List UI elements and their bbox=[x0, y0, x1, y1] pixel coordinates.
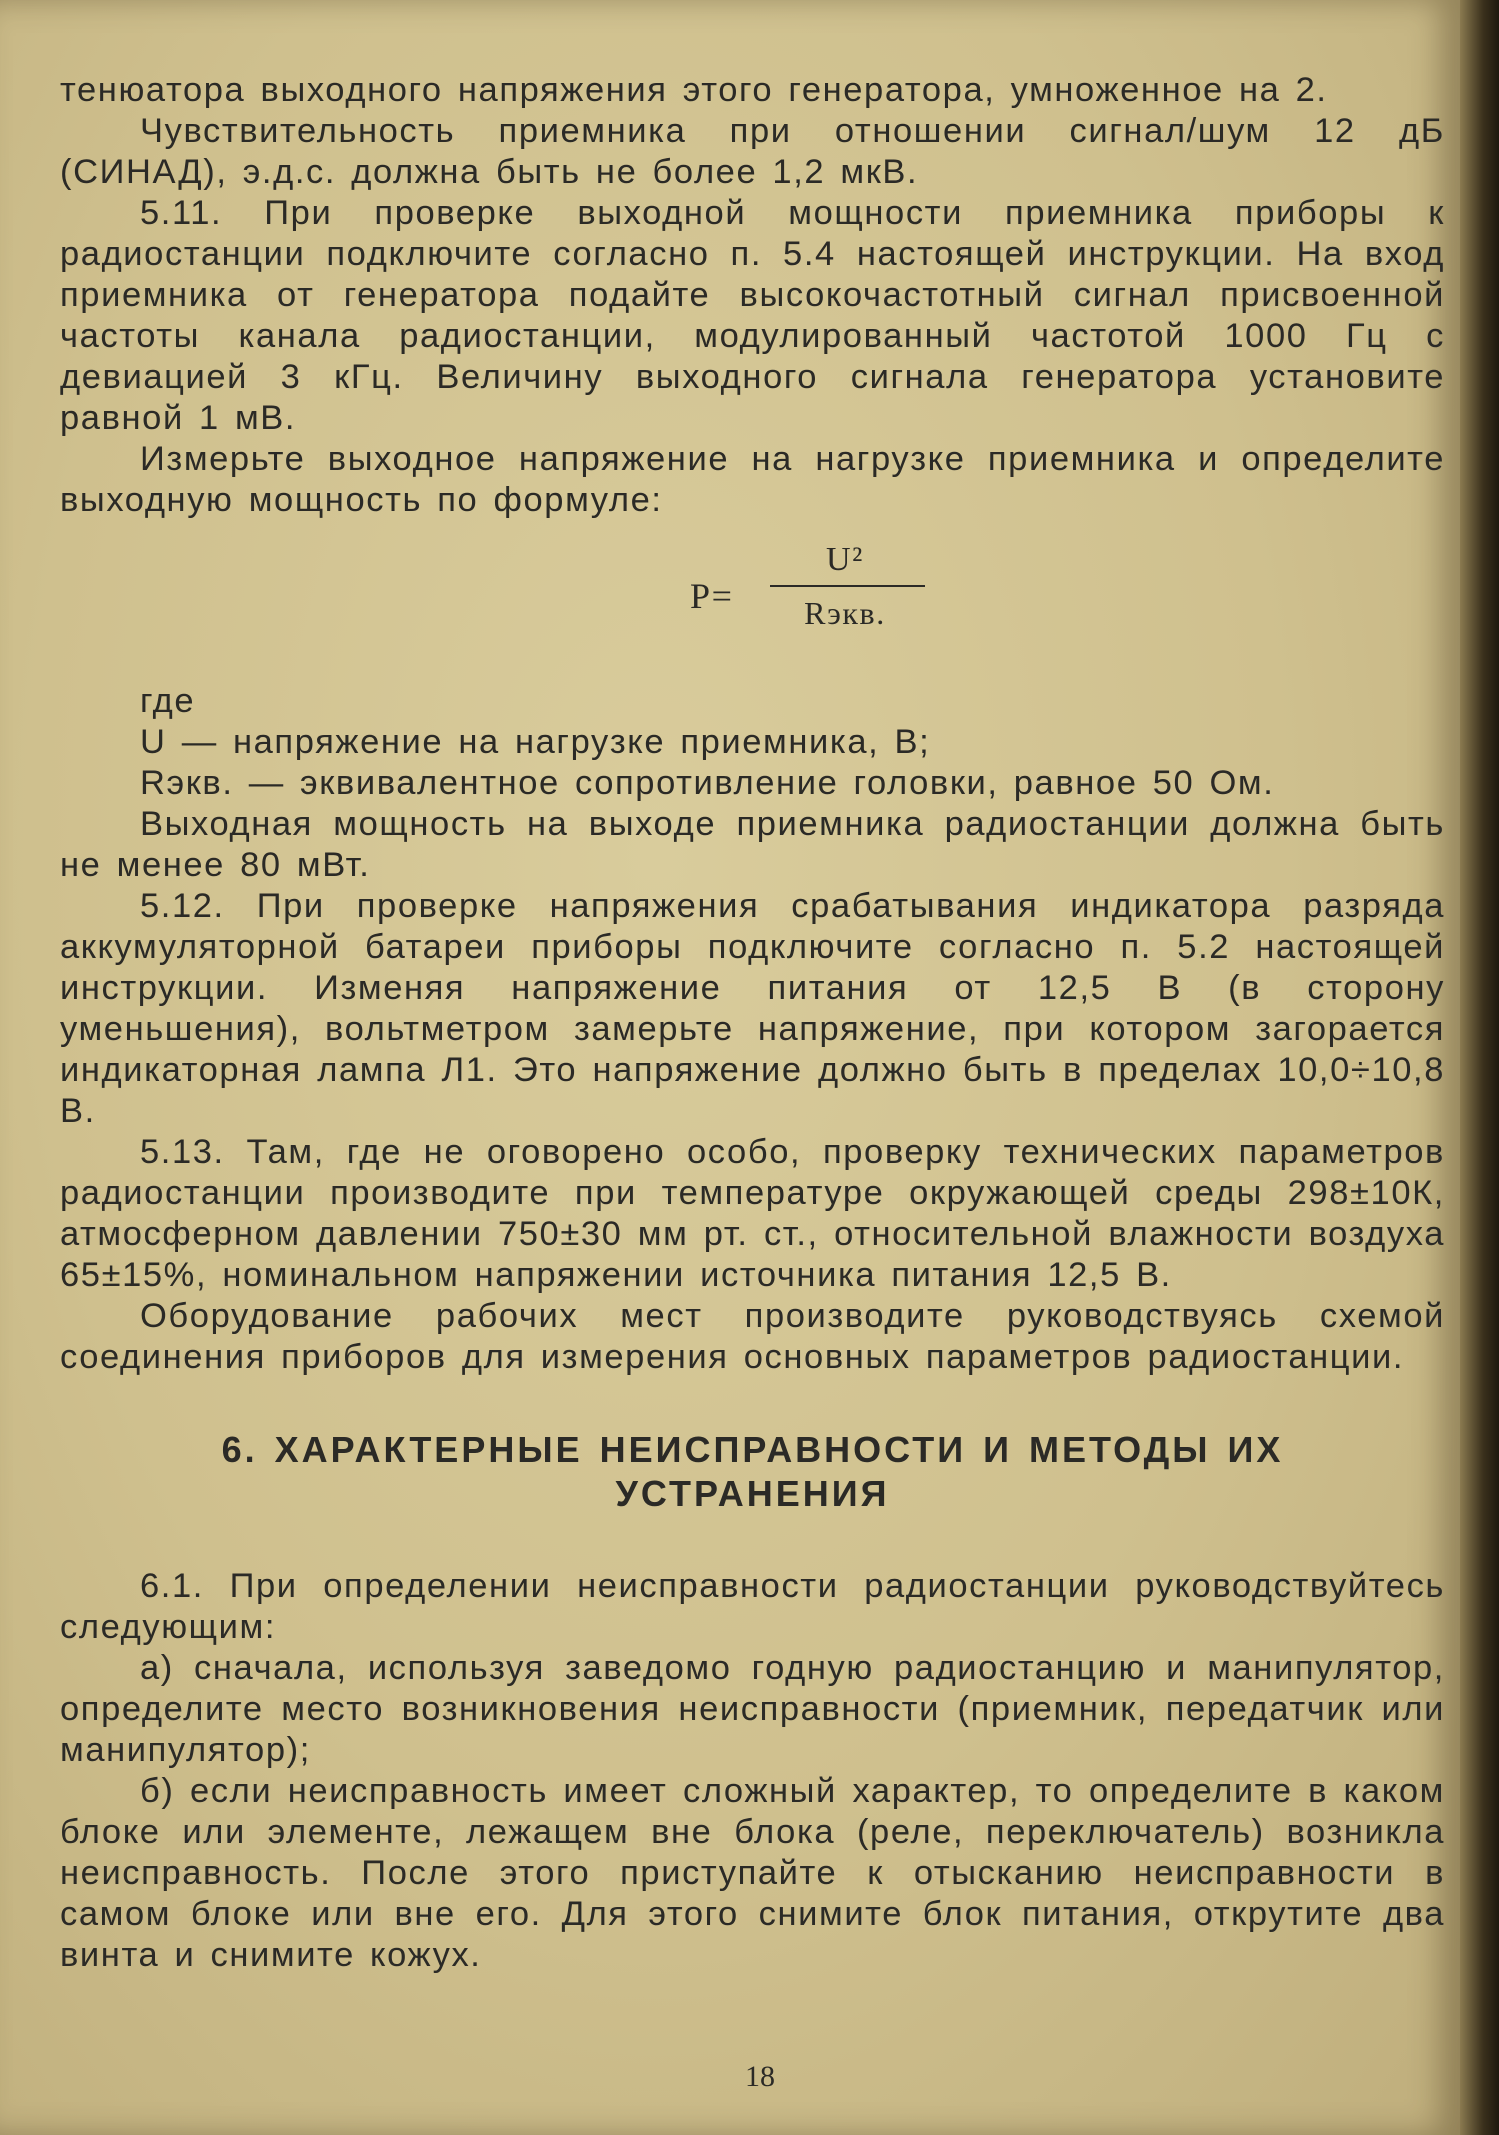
paragraph-u-definition: U — напряжение на нагрузке приемника, В; bbox=[140, 723, 931, 761]
paragraph-5-13: 5.13. Там, где не оговорено особо, проверку технических параметров радиостанции производите при температуре окружающей среды 298±10К, атмосферном давлении 750±30 мм рт. ст., относительной влажности воздуха 65±15%, номинальном напряжении источника питания 12,5 В. bbox=[60, 1133, 1445, 1294]
formula-numerator: U² bbox=[826, 541, 864, 578]
paragraph-6-1: 6.1. При определении неисправности радиостанции руководствуйтесь следующим: bbox=[60, 1567, 1445, 1646]
body-text bbox=[60, 70, 1445, 1976]
paragraph-6-1-a: а) сначала, используя заведомо годную радиостанцию и манипулятор, определите место возникновения неисправности (приемник, передатчик или манипулятор); bbox=[60, 1649, 1445, 1769]
paragraph-continuation: тенюатора выходного напряжения этого генератора, умноженное на 2. bbox=[60, 71, 1328, 109]
paragraph-equipment: Оборудование рабочих мест производите руководствуясь схемой соединения приборов для измерения основных параметров радиостанции. bbox=[60, 1297, 1445, 1376]
page-number: 18 bbox=[745, 2060, 775, 2093]
formula-lhs: P= bbox=[690, 576, 734, 616]
formula-fraction-bar bbox=[770, 585, 925, 587]
paragraph-measure: Измерьте выходное напряжение на нагрузке приемника и определите выходную мощность по формуле: bbox=[60, 440, 1445, 519]
paragraph-sensitivity: Чувствительность приемника при отношении сигнал/шум 12 дБ (СИНАД), э.д.с. должна быть не более 1,2 мкВ. bbox=[60, 112, 1445, 191]
paragraph-where: где bbox=[140, 682, 196, 720]
book-gutter-shadow bbox=[1460, 0, 1499, 2135]
paragraph-output-power: Выходная мощность на выходе приемника радиостанции должна быть не менее 80 мВт. bbox=[60, 805, 1445, 884]
paragraph-6-1-b: б) если неисправность имеет сложный характер, то определите в каком блоке или элементе, лежащем вне блока (реле, переключатель) возникла неисправность. После этого приступайте к отысканию неисправности в самом блоке или вне его. Для этого снимите блок питания, открутите два винта и снимите кожух. bbox=[60, 1772, 1445, 1974]
paragraph-r-definition: Rэкв. — эквивалентное сопротивление головки, равное 50 Ом. bbox=[140, 764, 1275, 802]
section-heading-line-2: УСТРАНЕНИЯ bbox=[615, 1473, 890, 1514]
formula-denominator: Rэкв. bbox=[804, 595, 886, 631]
paragraph-5-11: 5.11. При проверке выходной мощности приемника приборы к радиостанции подключите согласно п. 5.4 настоящей инструкции. На вход приемника от генератора подайте высокочастотный сигнал присвоенной частоты канала радиостанции, модулированный частотой 1000 Гц с девиацией 3 кГц. Величину выходного сигнала генератора установите равной 1 мВ. bbox=[60, 194, 1445, 437]
section-heading bbox=[60, 1428, 1445, 1516]
power-formula bbox=[60, 521, 1445, 681]
paragraph-5-12: 5.12. При проверке напряжения срабатывания индикатора разряда аккумуляторной батареи приборы подключите согласно п. 5.2 настоящей инструкции. Изменяя напряжение питания от 12,5 В (в сторону уменьшения), вольтметром замерьте напряжение, при котором загорается индикаторная лампа Л1. Это напряжение должно быть в пределах 10,0÷10,8 В. bbox=[60, 887, 1445, 1130]
section-heading-line-1: 6. ХАРАКТЕРНЫЕ НЕИСПРАВНОСТИ И МЕТОДЫ ИХ bbox=[221, 1429, 1284, 1470]
